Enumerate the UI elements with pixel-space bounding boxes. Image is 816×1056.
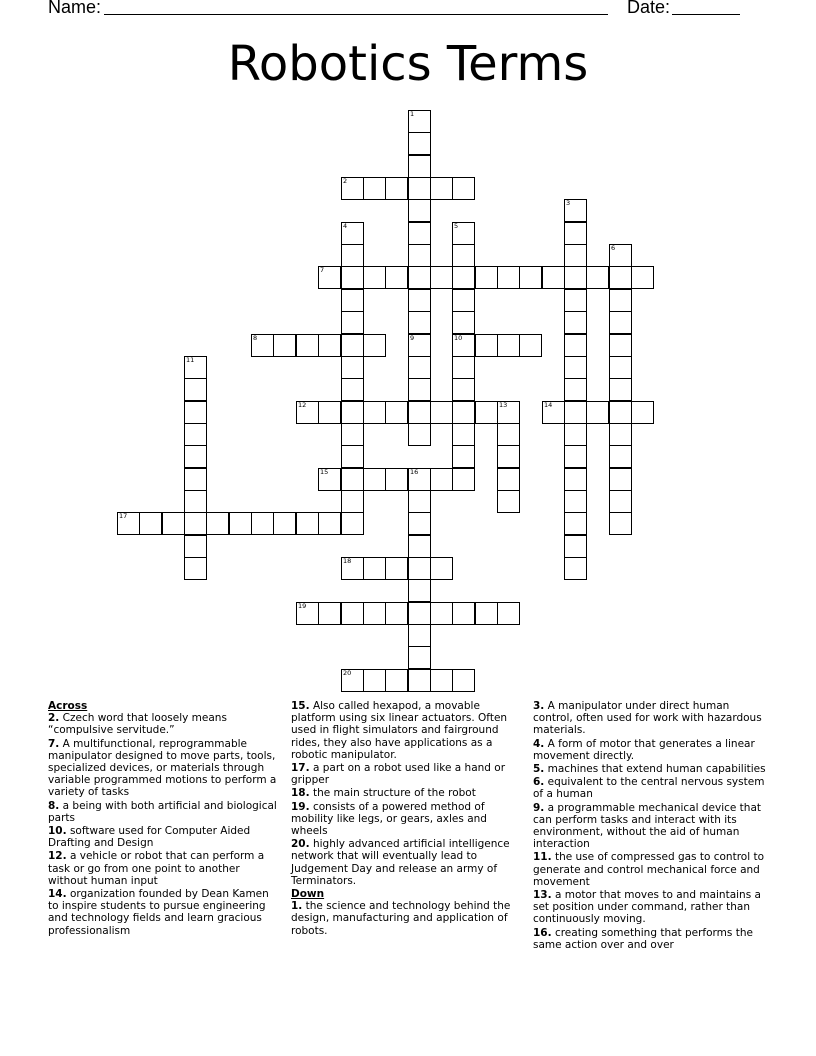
grid-cell[interactable] [609, 289, 632, 312]
clue-number: 17 [119, 512, 128, 520]
grid-cell[interactable] [341, 334, 364, 357]
grid-cell[interactable] [564, 535, 587, 558]
grid-cell[interactable] [452, 423, 475, 446]
clue-number: 10 [454, 334, 463, 342]
grid-cell[interactable] [363, 177, 386, 200]
clue-label: 11. [533, 851, 552, 864]
grid-cell[interactable] [497, 266, 520, 289]
grid-cell[interactable] [408, 222, 431, 245]
grid-cell[interactable] [452, 401, 475, 424]
down-clue [533, 738, 769, 762]
grid-cell[interactable] [408, 423, 431, 446]
clue-text: a part on a robot used like a hand or gripper [291, 762, 506, 787]
grid-cell[interactable] [452, 468, 475, 491]
grid-cell[interactable] [341, 401, 364, 424]
grid-cell[interactable] [385, 468, 408, 491]
clue-number: 11 [186, 356, 195, 364]
grid-cell[interactable] [564, 401, 587, 424]
grid-cell[interactable] [497, 423, 520, 446]
clue-label: 9. [533, 801, 545, 814]
clue-label: 2. [48, 712, 60, 725]
grid-cell[interactable] [564, 222, 587, 245]
grid-cell[interactable] [430, 602, 453, 625]
clue-number: 3 [566, 199, 571, 207]
grid-cell[interactable] [475, 266, 498, 289]
across-clue [48, 888, 281, 937]
grid-cell[interactable] [341, 468, 364, 491]
grid-cell[interactable] [408, 132, 431, 155]
grid-cell[interactable] [385, 266, 408, 289]
grid-cell[interactable] [564, 289, 587, 312]
clue-text: machines that extend human capabilities [547, 763, 766, 776]
clue-number: 4 [343, 222, 348, 230]
down-clue [533, 700, 769, 737]
grid-cell[interactable] [385, 177, 408, 200]
name-label: Name: [48, 0, 102, 17]
grid-cell[interactable] [408, 646, 431, 669]
grid-cell[interactable] [475, 401, 498, 424]
grid-cell[interactable] [184, 423, 207, 446]
grid-cell[interactable] [385, 557, 408, 580]
grid-cell[interactable] [363, 334, 386, 357]
grid-cell[interactable] [184, 378, 207, 401]
grid-cell[interactable] [609, 334, 632, 357]
grid-cell[interactable] [609, 266, 632, 289]
grid-cell[interactable] [341, 512, 364, 535]
grid-cell[interactable] [609, 401, 632, 424]
grid-cell[interactable] [452, 669, 475, 692]
grid-cell[interactable] [430, 557, 453, 580]
down-clue [533, 776, 769, 800]
clue-label: 16. [533, 926, 552, 939]
grid-cell[interactable] [341, 244, 364, 267]
grid-cell[interactable] [564, 423, 587, 446]
grid-cell[interactable] [408, 512, 431, 535]
clue-label: 20. [291, 838, 310, 851]
grid-cell[interactable] [475, 602, 498, 625]
down-clue [533, 889, 769, 926]
grid-cell[interactable] [296, 512, 319, 535]
grid-cell[interactable] [341, 445, 364, 468]
across-clue [291, 838, 519, 887]
grid-cell[interactable] [564, 244, 587, 267]
grid-cell[interactable] [564, 468, 587, 491]
clue-number: 18 [343, 557, 352, 565]
grid-cell[interactable] [206, 512, 229, 535]
clue-number: 8 [253, 334, 258, 342]
clue-text: a programmable mechanical device that can perform tasks and interact with its environment, without the aid of human interaction [533, 801, 762, 851]
down-clue [533, 802, 769, 851]
grid-cell[interactable] [184, 401, 207, 424]
grid-cell[interactable] [497, 602, 520, 625]
grid-cell[interactable] [408, 199, 431, 222]
clue-label: 13. [533, 889, 552, 902]
grid-cell[interactable] [609, 311, 632, 334]
grid-cell[interactable] [631, 266, 654, 289]
grid-cell[interactable] [385, 669, 408, 692]
grid-cell[interactable] [408, 602, 431, 625]
grid-cell[interactable] [341, 378, 364, 401]
clue-number: 16 [410, 468, 419, 476]
across-clue [291, 787, 519, 799]
grid-cell[interactable] [184, 490, 207, 513]
grid-cell[interactable] [184, 468, 207, 491]
across-clue [48, 712, 281, 736]
grid-cell[interactable] [184, 557, 207, 580]
clue-label: 12. [48, 850, 67, 863]
clue-number: 14 [544, 401, 553, 409]
grid-cell[interactable] [318, 512, 341, 535]
grid-cell[interactable] [408, 669, 431, 692]
grid-cell[interactable] [408, 579, 431, 602]
grid-cell[interactable] [564, 378, 587, 401]
grid-cell[interactable] [408, 311, 431, 334]
grid-cell[interactable] [341, 311, 364, 334]
clue-text: the use of compressed gas to control to generate and control mechanical force and movement [533, 851, 765, 888]
grid-cell[interactable] [586, 266, 609, 289]
grid-cell[interactable] [452, 356, 475, 379]
grid-cell[interactable] [408, 401, 431, 424]
grid-cell[interactable] [475, 334, 498, 357]
grid-cell[interactable] [363, 557, 386, 580]
down-clue [533, 927, 769, 951]
grid-cell[interactable] [609, 356, 632, 379]
grid-cell[interactable] [408, 177, 431, 200]
grid-cell[interactable] [497, 468, 520, 491]
grid-cell[interactable] [452, 244, 475, 267]
clue-text: organization founded by Dean Kamen to inspire students to pursue engineering and technology fields and learn gracious professionalism [48, 888, 269, 937]
clues-column-3 [533, 700, 769, 952]
grid-cell[interactable] [273, 512, 296, 535]
clue-text: a vehicle or robot that can perform a task or go from one point to another without human input [48, 850, 265, 887]
clue-number: 9 [410, 334, 415, 342]
down-header: Down [291, 888, 325, 901]
grid-cell[interactable] [273, 334, 296, 357]
grid-cell[interactable] [184, 535, 207, 558]
clue-number: 19 [298, 602, 307, 610]
clue-text: the science and technology behind the design, manufacturing and application of robots. [291, 900, 511, 937]
clue-number: 20 [343, 669, 352, 677]
grid-cell[interactable] [408, 557, 431, 580]
grid-cell[interactable] [564, 356, 587, 379]
grid-cell[interactable] [385, 602, 408, 625]
date-label: Date: [627, 0, 671, 17]
clue-text: creating something that performs the same action over and over [533, 926, 753, 951]
grid-cell[interactable] [564, 490, 587, 513]
clue-number: 1 [410, 110, 415, 118]
clue-number: 13 [499, 401, 508, 409]
clue-number: 12 [298, 401, 307, 409]
clue-text: equivalent to the central nervous system of a human [533, 776, 765, 801]
grid-cell[interactable] [564, 334, 587, 357]
grid-cell[interactable] [564, 445, 587, 468]
grid-cell[interactable] [296, 334, 319, 357]
grid-cell[interactable] [408, 289, 431, 312]
grid-cell[interactable] [497, 334, 520, 357]
across-clue [48, 825, 281, 849]
clue-number: 6 [611, 244, 616, 252]
grid-cell[interactable] [363, 401, 386, 424]
clue-label: 8. [48, 799, 60, 812]
grid-cell[interactable] [452, 602, 475, 625]
grid-cell[interactable] [184, 445, 207, 468]
grid-cell[interactable] [586, 401, 609, 424]
grid-cell[interactable] [363, 669, 386, 692]
grid-cell[interactable] [631, 401, 654, 424]
grid-cell[interactable] [408, 155, 431, 178]
across-clue [291, 801, 519, 838]
grid-cell[interactable] [408, 535, 431, 558]
grid-cell[interactable] [408, 624, 431, 647]
grid-cell[interactable] [408, 266, 431, 289]
grid-cell[interactable] [609, 423, 632, 446]
grid-cell[interactable] [162, 512, 185, 535]
grid-cell[interactable] [452, 177, 475, 200]
grid-cell[interactable] [609, 512, 632, 535]
grid-cell[interactable] [251, 512, 274, 535]
grid-cell[interactable] [318, 401, 341, 424]
grid-cell[interactable] [363, 602, 386, 625]
grid-cell[interactable] [408, 356, 431, 379]
grid-cell[interactable] [430, 266, 453, 289]
grid-cell[interactable] [519, 266, 542, 289]
grid-cell[interactable] [497, 490, 520, 513]
across-clue [48, 738, 281, 799]
clue-text: A multifunctional, reprogrammable manipulator designed to move parts, tools, specialized devices, or materials through variable programmed motions to perform a variety of tasks [48, 737, 277, 799]
clue-label: 6. [533, 776, 545, 789]
clue-text: Czech word that loosely means “compulsive servitude.” [48, 712, 227, 737]
across-clue [291, 762, 519, 786]
clue-text: a being with both artificial and biological parts [48, 799, 277, 824]
clue-label: 17. [291, 762, 310, 775]
clue-number: 5 [454, 222, 459, 230]
clue-text: highly advanced artificial intelligence network that will eventually lead to Judgement Day and release an army of Terminators. [291, 838, 510, 887]
grid-cell[interactable] [408, 244, 431, 267]
grid-cell[interactable] [408, 378, 431, 401]
grid-cell[interactable] [430, 468, 453, 491]
page-title: Robotics Terms [227, 36, 589, 92]
grid-cell[interactable] [430, 669, 453, 692]
down-clue [291, 900, 519, 937]
clue-label: 7. [48, 737, 60, 750]
across-clue [48, 850, 281, 887]
grid-cell[interactable] [452, 289, 475, 312]
grid-cell[interactable] [341, 490, 364, 513]
grid-cell[interactable] [430, 401, 453, 424]
grid-cell[interactable] [564, 512, 587, 535]
clue-number: 7 [320, 266, 325, 274]
grid-cell[interactable] [430, 177, 453, 200]
grid-cell[interactable] [564, 266, 587, 289]
clue-text: Also called hexapod, a movable platform using six linear actuators. Often used in flight simulators and fairground rides, they also have applications as a robotic manipulator. [291, 700, 508, 761]
clue-text: the main structure of the robot [312, 787, 476, 800]
clue-label: 1. [291, 900, 303, 913]
grid-cell[interactable] [452, 266, 475, 289]
clue-text: A form of motor that generates a linear movement directly. [533, 737, 755, 762]
grid-cell[interactable] [318, 334, 341, 357]
clue-label: 14. [48, 888, 67, 901]
clues-column-2 [291, 700, 519, 938]
grid-cell[interactable] [341, 423, 364, 446]
grid-cell[interactable] [542, 266, 565, 289]
grid-cell[interactable] [408, 490, 431, 513]
clue-label: 10. [48, 825, 67, 838]
grid-cell[interactable] [363, 266, 386, 289]
grid-cell[interactable] [229, 512, 252, 535]
grid-cell[interactable] [609, 490, 632, 513]
clue-number: 2 [343, 177, 348, 185]
clue-text: software used for Computer Aided Drafting and Design [48, 825, 251, 850]
grid-cell[interactable] [341, 289, 364, 312]
grid-cell[interactable] [452, 378, 475, 401]
grid-cell[interactable] [341, 356, 364, 379]
grid-cell[interactable] [341, 602, 364, 625]
clue-label: 3. [533, 700, 545, 712]
clue-number: 15 [320, 468, 329, 476]
clue-label: 19. [291, 800, 310, 813]
grid-cell[interactable] [609, 378, 632, 401]
clue-label: 18. [291, 787, 310, 800]
grid-cell[interactable] [452, 311, 475, 334]
grid-cell[interactable] [318, 602, 341, 625]
across-header: Across [48, 700, 88, 712]
grid-cell[interactable] [564, 311, 587, 334]
down-clue [533, 763, 769, 775]
clue-label: 4. [533, 737, 545, 750]
clue-label: 5. [533, 763, 545, 776]
grid-cell[interactable] [609, 468, 632, 491]
across-clue [48, 800, 281, 824]
grid-cell[interactable] [139, 512, 162, 535]
grid-cell[interactable] [184, 512, 207, 535]
grid-cell[interactable] [363, 468, 386, 491]
grid-cell[interactable] [609, 445, 632, 468]
grid-cell[interactable] [497, 445, 520, 468]
clue-text: consists of a powered method of mobility like legs, or gears, axles and wheels [291, 800, 487, 838]
grid-cell[interactable] [341, 266, 364, 289]
grid-cell[interactable] [564, 557, 587, 580]
grid-cell[interactable] [519, 334, 542, 357]
clues-column-1 [48, 700, 281, 938]
clue-label: 15. [291, 700, 310, 712]
grid-cell[interactable] [452, 445, 475, 468]
clue-text: a motor that moves to and maintains a set position under command, rather than continuously moving. [533, 889, 761, 926]
across-clue [291, 700, 519, 761]
clue-text: A manipulator under direct human control, often used for work with hazardous materials. [533, 700, 762, 737]
down-clue [533, 851, 769, 888]
grid-cell[interactable] [385, 401, 408, 424]
